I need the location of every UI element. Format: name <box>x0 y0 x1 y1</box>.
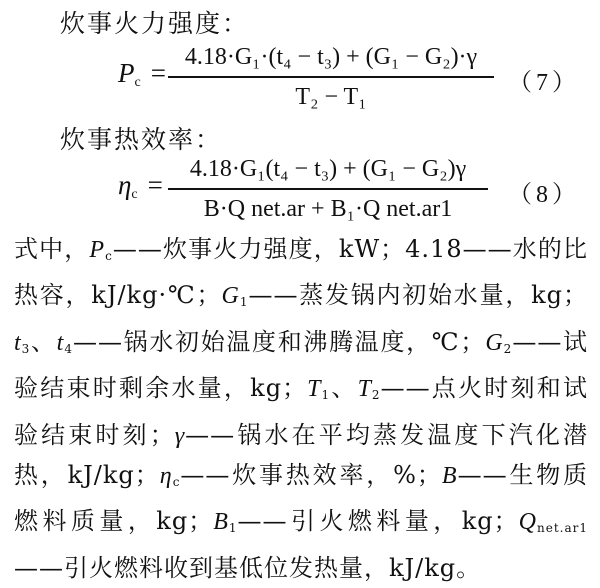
fraction-bar <box>168 76 494 78</box>
def-sub: 4 <box>64 341 73 356</box>
equation-7-denominator: T₂ − T₁ <box>295 84 367 110</box>
def-text: ——锅水在平均蒸发温度下汽化潜热，kJ/kg； <box>14 420 588 490</box>
def-var: P <box>89 237 106 263</box>
equation-8-lhs <box>118 170 163 203</box>
heading-thermal-efficiency: 炊事热效率： <box>60 125 223 154</box>
lhs-subscript: c <box>134 75 141 90</box>
fraction-bar <box>168 188 488 190</box>
def-var: η <box>159 463 173 490</box>
def-var: Q <box>518 509 538 536</box>
lhs-subscript: c <box>131 187 138 202</box>
def-var: G <box>485 329 504 356</box>
def-sub: 1 <box>228 521 238 536</box>
def-text: ——蒸发锅内初始水量，kg； <box>248 281 589 310</box>
def-text: 、 <box>330 374 358 403</box>
equals-sign: = <box>147 170 163 200</box>
def-var: G <box>221 283 240 310</box>
variable-definitions <box>14 230 588 588</box>
def-var: t <box>56 329 65 356</box>
def-var: t <box>14 329 22 356</box>
def-sub: 2 <box>503 341 513 356</box>
equals-sign: = <box>150 58 166 88</box>
def-var: T <box>357 376 372 403</box>
equation-8-number: （8） <box>508 182 580 208</box>
lhs-variable: η <box>118 170 132 200</box>
heading-cooking-power: 炊事火力强度： <box>60 9 250 38</box>
equation-8-fraction <box>168 152 488 226</box>
def-sub: 3 <box>21 341 31 356</box>
def-text: ——引火燃料量，kg； <box>237 507 519 536</box>
equation-7-number: （7） <box>508 70 580 96</box>
def-var: B <box>213 509 229 536</box>
def-sub: 2 <box>371 388 381 403</box>
def-text: ——点火时刻和试验结束时刻； <box>14 374 589 449</box>
def-text: ——引火燃料收到基低位发热量，kJ/kg。 <box>14 553 482 582</box>
equation-7-numerator: 4.18·G₁·(t₄ − t₃) + (G₁ − G₂)·γ <box>184 44 478 70</box>
equation-8-numerator: 4.18·G₁(t₄ − t₃) + (G₁ − G₂)γ <box>189 156 467 182</box>
def-text: ——炊事火力强度，kW；4.18——水的比热容，kJ/kg·℃； <box>14 235 588 310</box>
def-var: B <box>441 463 458 490</box>
def-sub: net.ar1 <box>537 521 589 536</box>
def-text: 式中， <box>14 235 90 263</box>
equation-8-denominator: B·Q net.ar + B₁·Q net.ar1 <box>203 196 453 222</box>
def-var: T <box>307 376 322 403</box>
def-text: ——试验结束时剩余水量，kg； <box>14 327 588 403</box>
lhs-variable: P <box>118 58 135 88</box>
def-text: ——锅水初始温度和沸腾温度，℃； <box>72 327 486 356</box>
equation-7-fraction <box>168 40 494 114</box>
def-var: γ <box>174 422 186 449</box>
def-text: 、 <box>30 327 57 356</box>
equation-7-lhs <box>118 58 166 91</box>
def-sub: 1 <box>321 388 331 403</box>
def-sub: c <box>105 249 113 263</box>
def-text: ——生物质燃料质量，kg； <box>14 461 589 536</box>
def-text: ——炊事热效率，%； <box>180 461 442 490</box>
def-sub: c <box>172 475 181 490</box>
def-sub: 1 <box>239 295 249 310</box>
